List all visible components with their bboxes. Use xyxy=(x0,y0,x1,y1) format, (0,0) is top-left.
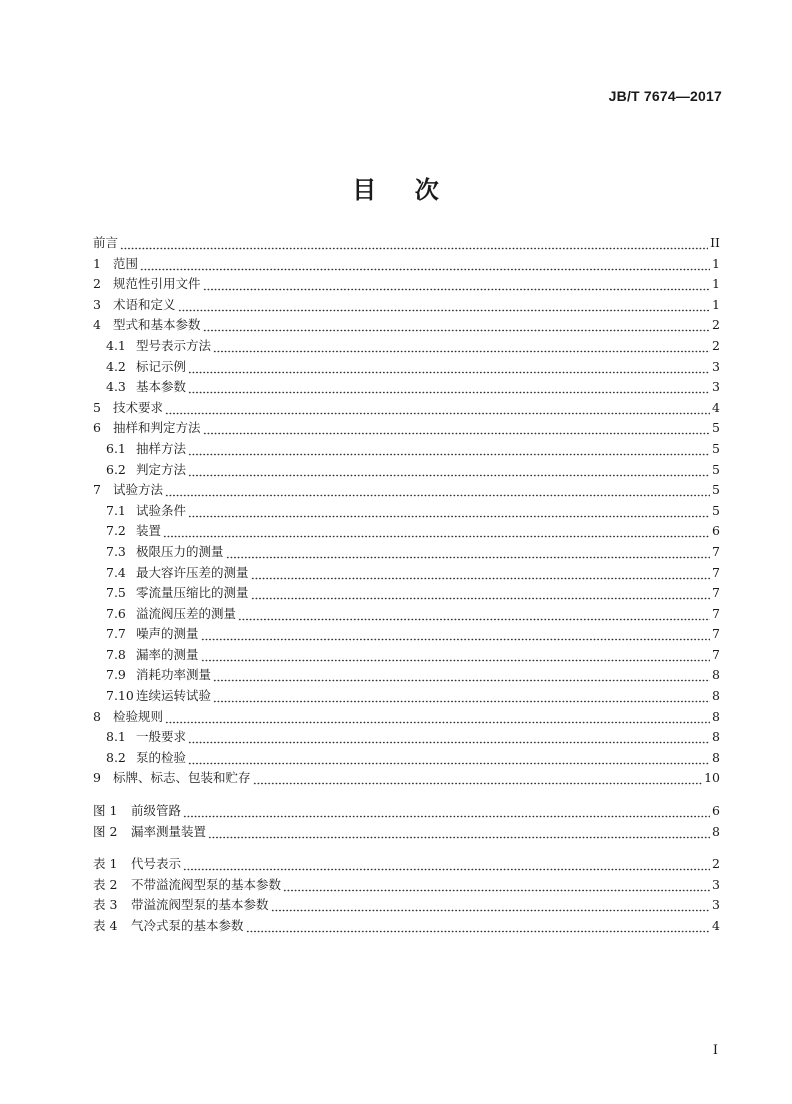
toc-entry-number: 7 xyxy=(93,482,101,498)
toc-entry-page: 8 xyxy=(712,688,720,704)
dot-leader xyxy=(188,748,710,769)
toc-entry-page: 1 xyxy=(712,296,720,312)
page-title: 目 次 xyxy=(352,176,440,204)
dot-leader xyxy=(178,295,710,316)
dot-leader xyxy=(188,727,710,748)
toc-entry[interactable] xyxy=(93,624,720,645)
toc-entry[interactable] xyxy=(93,727,720,748)
toc-entry[interactable] xyxy=(93,583,720,604)
toc-entry-number: 8.1 xyxy=(106,729,126,745)
toc-entry-label: 判定方法 xyxy=(136,461,187,477)
toc-entry-label: 抽样和判定方法 xyxy=(113,420,201,436)
toc-entry-label: 零流量压缩比的测量 xyxy=(136,585,249,601)
dot-leader xyxy=(165,707,710,728)
toc-entry[interactable] xyxy=(93,398,720,419)
toc-entry-number: 7.10 xyxy=(106,688,134,704)
toc-entry-number: 表 1 xyxy=(93,856,118,872)
toc-entry-page: 5 xyxy=(712,502,720,518)
toc-figures xyxy=(93,801,720,842)
toc-entry-number: 7.2 xyxy=(106,523,126,539)
figure-entry[interactable] xyxy=(93,822,720,843)
toc-entry[interactable] xyxy=(93,357,720,378)
toc-entry-number: 7.1 xyxy=(106,502,126,518)
dot-leader xyxy=(188,439,710,460)
toc-entry-number: 4.3 xyxy=(106,379,126,395)
toc-entry-label: 范围 xyxy=(113,255,139,271)
toc-entry-page: 1 xyxy=(712,276,720,292)
table-entry[interactable] xyxy=(93,875,720,896)
toc-entry-page: 2 xyxy=(712,337,720,353)
toc-entry-page: 3 xyxy=(712,897,720,913)
table-entry[interactable] xyxy=(93,916,720,937)
toc-entry[interactable] xyxy=(93,748,720,769)
toc-entry-page: 1 xyxy=(712,255,720,271)
dot-leader xyxy=(226,542,710,563)
toc-entry-label: 术语和定义 xyxy=(113,296,176,312)
toc-entry[interactable] xyxy=(93,521,720,542)
document-standard-number: JB/T 7674—2017 xyxy=(608,88,722,104)
toc-entry-page: 5 xyxy=(712,420,720,436)
toc-entry-label: 技术要求 xyxy=(113,399,164,415)
table-entry[interactable] xyxy=(93,895,720,916)
dot-leader xyxy=(271,895,710,916)
toc-entry-number: 7.9 xyxy=(106,667,126,683)
dot-leader xyxy=(188,460,710,481)
dot-leader xyxy=(238,604,710,625)
toc-entry-label: 一般要求 xyxy=(136,729,187,745)
dot-leader xyxy=(203,315,710,336)
toc-entry[interactable] xyxy=(93,686,720,707)
toc-entry-page: 8 xyxy=(712,823,720,839)
toc-entry-number: 6 xyxy=(93,420,101,436)
dot-leader xyxy=(203,274,710,295)
toc-entry[interactable] xyxy=(93,336,720,357)
toc-entry-page: 6 xyxy=(712,803,720,819)
dot-leader xyxy=(140,254,710,275)
toc-entry-number: 图 1 xyxy=(93,803,118,819)
toc-entry[interactable] xyxy=(93,377,720,398)
toc-entry-label: 极限压力的测量 xyxy=(136,543,224,559)
toc-entry[interactable] xyxy=(93,254,720,275)
toc-entry[interactable] xyxy=(93,768,720,789)
dot-leader xyxy=(203,418,710,439)
toc-entry-number: 7.4 xyxy=(106,564,126,580)
dot-leader xyxy=(213,665,710,686)
toc-entry[interactable] xyxy=(93,480,720,501)
toc-entry-page: 8 xyxy=(712,667,720,683)
toc-entry-number: 表 3 xyxy=(93,897,118,913)
toc-entry-page: 4 xyxy=(712,918,720,933)
toc-entry-number: 6.1 xyxy=(106,440,126,456)
dot-leader xyxy=(183,854,710,875)
toc-entry-label: 前级管路 xyxy=(131,803,182,819)
toc-entry-number: 7.8 xyxy=(106,646,126,662)
toc-entry-page: II xyxy=(710,235,720,250)
toc-entry[interactable] xyxy=(93,665,720,686)
toc-sections xyxy=(93,233,720,789)
toc-entry-label: 溢流阀压差的测量 xyxy=(136,605,237,621)
toc-entry-page: 3 xyxy=(712,876,720,892)
toc-entry-label: 消耗功率测量 xyxy=(136,667,212,683)
toc-entry-label: 代号表示 xyxy=(131,856,182,872)
table-of-contents xyxy=(93,233,720,937)
toc-entry-page: 7 xyxy=(712,564,720,580)
toc-entry-number: 4.1 xyxy=(106,337,126,353)
toc-entry[interactable] xyxy=(93,501,720,522)
toc-entry-label: 气冷式泵的基本参数 xyxy=(131,918,244,933)
toc-entry-number: 1 xyxy=(93,255,101,271)
toc-entry-page: 2 xyxy=(712,317,720,333)
toc-entry-label: 基本参数 xyxy=(136,379,187,395)
toc-entry-page: 2 xyxy=(712,856,720,872)
dot-leader xyxy=(208,822,710,843)
toc-entry-number: 图 2 xyxy=(93,823,118,839)
toc-entry-number: 7.5 xyxy=(106,585,126,601)
toc-entry-label: 带溢流阀型泵的基本参数 xyxy=(131,897,269,913)
dot-leader xyxy=(188,377,710,398)
toc-entry-page: 7 xyxy=(712,605,720,621)
toc-entry[interactable] xyxy=(93,460,720,481)
toc-entry-page: 6 xyxy=(712,523,720,539)
toc-entry-number: 表 4 xyxy=(93,918,118,933)
toc-entry-number: 9 xyxy=(93,770,101,786)
dot-leader xyxy=(213,336,710,357)
toc-entry[interactable] xyxy=(93,563,720,584)
toc-entry-number: 4 xyxy=(93,317,101,333)
dot-leader xyxy=(251,563,710,584)
toc-entry-page: 8 xyxy=(712,749,720,765)
toc-entry-label: 连续运转试验 xyxy=(136,688,212,704)
toc-entry-page: 5 xyxy=(712,440,720,456)
toc-entry-label: 噪声的测量 xyxy=(136,626,199,642)
figure-entry[interactable] xyxy=(93,801,720,822)
dot-leader xyxy=(188,501,710,522)
toc-entry-label: 最大容许压差的测量 xyxy=(136,564,249,580)
toc-entry-label: 标牌、标志、包装和贮存 xyxy=(113,770,251,786)
toc-entry[interactable] xyxy=(93,707,720,728)
toc-entry-number: 4.2 xyxy=(106,358,126,374)
toc-entry-page: 8 xyxy=(712,729,720,745)
dot-leader xyxy=(213,686,710,707)
dot-leader xyxy=(201,624,710,645)
toc-entry-page: 7 xyxy=(712,543,720,559)
toc-entry-page: 5 xyxy=(712,461,720,477)
toc-entry-page: 7 xyxy=(712,585,720,601)
toc-entry-page: 7 xyxy=(712,646,720,662)
toc-entry-number: 8.2 xyxy=(106,749,126,765)
toc-entry-number: 7.3 xyxy=(106,543,126,559)
toc-entry-label: 型号表示方法 xyxy=(136,337,212,353)
dot-leader xyxy=(120,233,708,254)
section-gap xyxy=(93,842,720,854)
dot-leader xyxy=(165,480,710,501)
toc-entry-number: 5 xyxy=(93,399,101,415)
dot-leader xyxy=(165,398,710,419)
toc-entry-label: 抽样方法 xyxy=(136,440,187,456)
toc-entry[interactable] xyxy=(93,295,720,316)
toc-entry-number: 表 2 xyxy=(93,876,118,892)
toc-tables xyxy=(93,854,720,936)
toc-entry-page: 8 xyxy=(712,708,720,724)
toc-entry[interactable] xyxy=(93,604,720,625)
toc-entry-page: 5 xyxy=(712,482,720,498)
dot-leader xyxy=(251,583,710,604)
dot-leader xyxy=(283,875,710,896)
dot-leader xyxy=(188,357,710,378)
toc-entry[interactable] xyxy=(93,439,720,460)
toc-entry-label: 前言 xyxy=(93,235,119,250)
toc-entry-number: 7.6 xyxy=(106,605,126,621)
toc-entry-label: 不带溢流阀型泵的基本参数 xyxy=(131,876,282,892)
toc-entry-label: 泵的检验 xyxy=(136,749,187,765)
toc-entry-number: 7.7 xyxy=(106,626,126,642)
toc-entry-number: 2 xyxy=(93,276,101,292)
dot-leader xyxy=(201,645,710,666)
toc-entry-label: 漏率测量装置 xyxy=(131,823,207,839)
toc-entry[interactable] xyxy=(93,315,720,336)
toc-entry-page: 10 xyxy=(704,770,720,786)
toc-entry-label: 检验规则 xyxy=(113,708,164,724)
toc-entry[interactable] xyxy=(93,233,720,254)
toc-entry-label: 型式和基本参数 xyxy=(113,317,201,333)
dot-leader xyxy=(253,768,703,789)
toc-entry-label: 标记示例 xyxy=(136,358,187,374)
toc-entry-number: 8 xyxy=(93,708,101,724)
toc-entry-label: 装置 xyxy=(136,523,162,539)
toc-entry-label: 规范性引用文件 xyxy=(113,276,201,292)
toc-entry[interactable] xyxy=(93,645,720,666)
toc-entry-page: 4 xyxy=(712,399,720,415)
toc-entry-page: 3 xyxy=(712,379,720,395)
section-gap xyxy=(93,789,720,801)
page-number: I xyxy=(712,1043,718,1058)
dot-leader xyxy=(163,521,710,542)
toc-entry-label: 漏率的测量 xyxy=(136,646,199,662)
toc-entry-page: 3 xyxy=(712,358,720,374)
toc-entry[interactable] xyxy=(93,542,720,563)
toc-entry-number: 6.2 xyxy=(106,461,126,477)
toc-entry-page: 7 xyxy=(712,626,720,642)
dot-leader xyxy=(246,916,710,937)
toc-entry-label: 试验条件 xyxy=(136,502,187,518)
toc-entry[interactable] xyxy=(93,418,720,439)
toc-entry-label: 试验方法 xyxy=(113,482,164,498)
toc-entry-number: 3 xyxy=(93,296,101,312)
toc-entry[interactable] xyxy=(93,274,720,295)
dot-leader xyxy=(183,801,710,822)
table-entry[interactable] xyxy=(93,854,720,875)
